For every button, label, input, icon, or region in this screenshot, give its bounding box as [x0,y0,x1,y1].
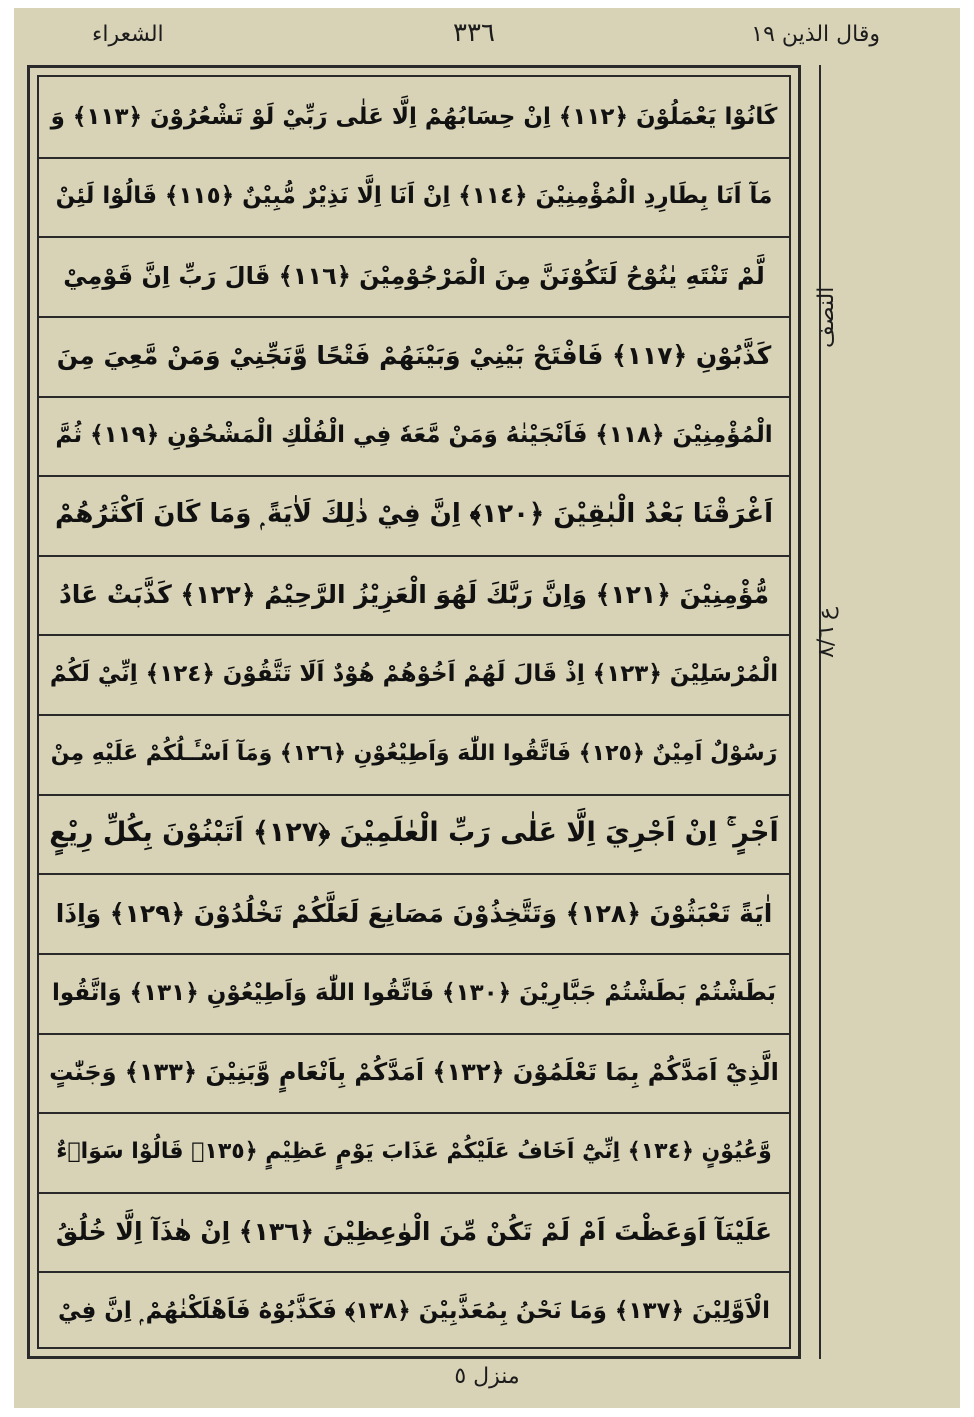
surah-name: الشعراء [92,22,164,47]
page-header [14,8,960,62]
verse-text: اَغْرَقْنَا بَعْدُ الْبٰقِيْنَ ﴿١٢٠﴾ اِنَّ فِيْ ذٰلِكَ لَاٰيَةً ۭ وَمَا كَانَ اَكْثَرُهُمْ [54,499,774,530]
mushaf-page [14,8,960,1408]
text-line [39,236,789,318]
text-line [39,1192,789,1274]
verse-text: لَّمْ تَنْتَهِ يٰنُوْحُ لَتَكُوْنَنَّ مِنَ الْمَرْجُوْمِيْنَ ﴿١١٦﴾ قَالَ رَبِّ اِنَّ قَوْمِيْ [63,262,765,291]
page-number: ٣٣٦ [453,18,495,48]
verse-text: الْمُؤْمِنِيْنَ ﴿١١٨﴾ فَاَنْجَيْنٰهُ وَمَنْ مَّعَهٗ فِي الْفُلْكِ الْمَشْحُوْنِ ﴿١١٩﴾ ثُمَّ [55,422,773,449]
verse-text: وَّعُيُوْنٍ ﴿١٣٤﴾ اِنِّيْٓ اَخَافُ عَلَيْكُمْ عَذَابَ يَوْمٍ عَظِيْمٍ ﴿١٣٥﴾ قَالُوْا سَوَاۗءٌ [56,1139,772,1165]
juz-name: وقال الذين ١٩ [751,22,880,47]
verse-text: مَآ اَنَا بِطَارِدِ الْمُؤْمِنِيْنَ ﴿١١٤﴾ اِنْ اَنَا اِلَّا نَذِيْرٌ مُّبِيْنٌ ﴿١١٥﴾ قَالُوْا لَئِنْ [55,183,773,210]
text-line [39,953,789,1035]
text-frame [27,65,801,1359]
verse-text: مُّؤْمِنِيْنَ ﴿١٢١﴾ وَاِنَّ رَبَّكَ لَهُوَ الْعَزِيْزُ الرَّحِيْمُ ﴿١٢٢﴾ كَذَّبَتْ عَادُ [58,580,770,610]
text-line [39,873,789,955]
text-line [39,1033,789,1115]
verse-text: الَّذِيْٓ اَمَدَّكُمْ بِمَا تَعْلَمُوْنَ ﴿١٣٢﴾ اَمَدَّكُمْ بِاَنْعَامٍ وَّبَنِيْنَ ﴿١٣٣﴾ وَجَنّٰتٍ [49,1058,779,1087]
verse-text: كَانُوْا يَعْمَلُوْنَ ﴿١١٢﴾ اِنْ حِسَابُهُمْ اِلَّا عَلٰى رَبِّيْ لَوْ تَشْعُرُوْنَ ﴿١١٣﴾ وَ [50,103,778,130]
text-line [39,316,789,398]
manzil-marker: منزل ٥ [454,1364,520,1389]
text-line [39,1271,789,1351]
text-line [39,77,789,159]
text-line [39,396,789,478]
text-line [39,555,789,637]
verse-text: الْمُرْسَلِيْنَ ﴿١٢٣﴾ اِذْ قَالَ لَهُمْ اَخُوْهُمْ هُوْدٌ اَلَا تَتَّقُوْنَ ﴿١٢٤﴾ اِنِّيْ لَكُمْ [49,661,779,688]
margin-note-ruku: ع ٨/٦ [814,606,839,658]
text-line [39,475,789,557]
text-line [39,634,789,716]
text-line [39,794,789,876]
verse-text: اَجْرٍ ۚ اِنْ اَجْرِيَ اِلَّا عَلٰى رَبِّ الْعٰلَمِيْنَ ﴿١٢٧﴾ اَتَبْنُوْنَ بِكُلِّ رِيْعٍ [49,817,779,849]
verse-text: اٰيَةً تَعْبَثُوْنَ ﴿١٢٨﴾ وَتَتَّخِذُوْنَ مَصَانِعَ لَعَلَّكُمْ تَخْلُدُوْنَ ﴿١٢٩﴾ وَاِذَا [55,898,773,928]
verse-text: كَذَّبُوْنِ ﴿١١٧﴾ فَافْتَحْ بَيْنِيْ وَبَيْنَهُمْ فَتْحًا وَّنَجِّنِيْ وَمَنْ مَّعِيَ مِنَ [56,341,772,371]
text-line [39,714,789,796]
margin-rule [819,65,821,1359]
verse-text: عَلَيْنَآ اَوَعَظْتَ اَمْ لَمْ تَكُنْ مِّنَ الْوٰعِظِيْنَ ﴿١٣٦﴾ اِنْ هٰذَآ اِلَّا خُلُقُ [55,1217,773,1247]
text-line [39,1112,789,1194]
verse-text: رَسُوْلٌ اَمِيْنٌ ﴿١٢٥﴾ فَاتَّقُوا اللّٰهَ وَاَطِيْعُوْنِ ﴿١٢٦﴾ وَمَآ اَسْـَٔـلُكُمْ عَلَيْهِ مِنْ [50,741,778,767]
text-lines [37,75,791,1349]
margin-note-half: النصف [814,286,839,348]
text-line [39,157,789,239]
verse-text: بَطَشْتُمْ بَطَشْتُمْ جَبَّارِيْنَ ﴿١٣٠﴾ فَاتَّقُوا اللّٰهَ وَاَطِيْعُوْنِ ﴿١٣١﴾ وَاتَّقُوا [51,979,777,1006]
verse-text: الْاَوَّلِيْنَ ﴿١٣٧﴾ وَمَا نَحْنُ بِمُعَذَّبِيْنَ ﴿١٣٨﴾ فَكَذَّبُوْهُ فَاَهْلَكْنٰهُمْ ۭ اِنَّ فِيْ [57,1298,771,1325]
